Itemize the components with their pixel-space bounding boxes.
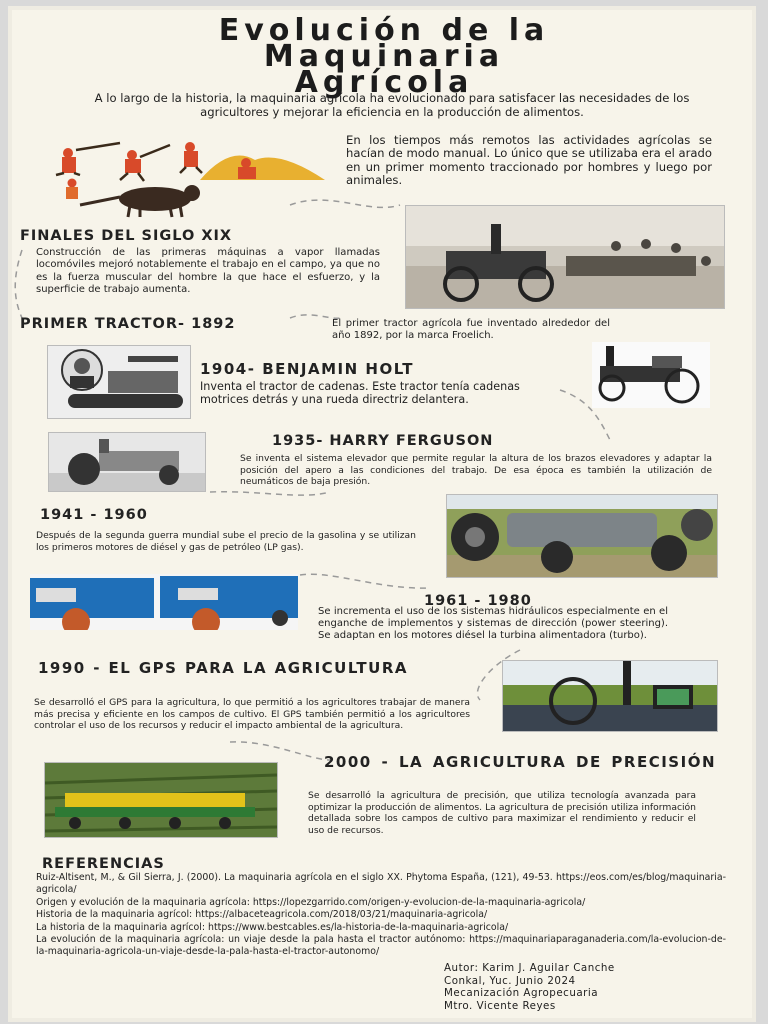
precision-planter-photo bbox=[44, 762, 278, 838]
dashed-line-5 bbox=[210, 492, 330, 495]
reference-item: Historia de la maquinaria agrícol: https://albaceteagricola.com/2018/03/21/maquinaria-agricola/ bbox=[36, 909, 488, 921]
text-1941: Después de la segunda guerra mundial sube el precio de la gasolina y se utilizan los primeros motores de diésel y gas de petróleo (LP gas). bbox=[36, 530, 416, 553]
dashed-line-8 bbox=[230, 742, 330, 760]
blue-tractors-photo bbox=[30, 574, 298, 630]
reference-item: Origen y evolución de la maquinaria agrícola: https://lopezgarrido.com/origen-y-evolucion-de-la-maquinaria-agricola/ bbox=[36, 896, 586, 908]
grey-tractor-photo bbox=[446, 494, 718, 578]
text-1961: Se incrementa el uso de los sistemas hidráulicos especialmente en el enganche de implementos y sistemas de dirección (power steering). Se adaptan en los motores diésel la turbina alimentadora (turbo). bbox=[318, 606, 668, 641]
heading-1961: 1961 - 1980 bbox=[424, 593, 532, 609]
title-line-3: Agrícola bbox=[294, 65, 474, 100]
page-title bbox=[130, 13, 638, 100]
ancient-farming-illustration bbox=[40, 135, 330, 220]
heading-2000: 2000 - LA AGRICULTURA DE PRECISIÓN bbox=[324, 753, 716, 771]
gps-cab-photo bbox=[502, 660, 718, 732]
author-line: Mtro. Vicente Reyes bbox=[444, 999, 556, 1012]
heading-1941: 1941 - 1960 bbox=[40, 507, 148, 523]
heading-1892: PRIMER TRACTOR- 1892 bbox=[20, 316, 236, 332]
author-line: Mecanización Agropecuaria bbox=[444, 987, 599, 1000]
dashed-line-2 bbox=[15, 250, 22, 318]
steam-locomobile-photo bbox=[405, 205, 725, 309]
ferguson-tractor-photo bbox=[48, 432, 206, 492]
heading-1935: 1935- HARRY FERGUSON bbox=[272, 433, 494, 449]
title-line-2: Maquinaria bbox=[263, 39, 505, 74]
text-2000: Se desarrolló la agricultura de precisión, que utiliza tecnología avanzada para optimizar la producción de alimentos. La agricultura de precisión utiliza información detallada sobre los campos de cultivo para maximizar el rendimiento y reducir el uso de recursos. bbox=[308, 790, 696, 836]
author-line: Conkal, Yuc. Junio 2024 bbox=[444, 974, 576, 987]
heading-1904: 1904- BENJAMIN HOLT bbox=[200, 360, 415, 378]
reference-item: Ruiz-Altisent, M., & Gil Sierra, J. (2000). La maquinaria agrícola en el siglo XX. Phytoma España, (121), 49-53. https://eos.com/es/blog/maquinaria-agricola/ bbox=[36, 872, 726, 896]
author-line: Autor: Karim J. Aguilar Canche bbox=[444, 962, 615, 974]
dashed-line-6 bbox=[300, 574, 430, 588]
reference-item: La evolución de la maquinaria agrícola: un viaje desde la pala hasta el tractor autónomo: https://maquinariaparaganaderia.com/la-evolucion-de-la-maquinaria-agricola-un-viaje-desde-la-pala-hasta-el-tractor-autonomo/ bbox=[36, 934, 726, 958]
heading-xix: FINALES DEL SIGLO XIX bbox=[20, 228, 233, 244]
text-1892: El primer tractor agrícola fue inventado alrededor del año 1892, por la marca Froelich. bbox=[332, 318, 610, 342]
reference-item: La historia de la maquinaria agrícol: https://www.bestcables.es/la-historia-de-la-maquinaria-agricola/ bbox=[36, 921, 509, 933]
text-1990: Se desarrolló el GPS para la agricultura, lo que permitió a los agricultores trabajar de manera más precisa y eficiente en los campos de cultivo. El GPS también permitió a los agricultores controlar el uso de los recursos y reducir el impacto ambiental de la agricultura. bbox=[34, 697, 470, 731]
text-1904: Inventa el tractor de cadenas. Este tractor tenía cadenas motrices detrás y una rueda directriz delantera. bbox=[200, 380, 520, 406]
references-list bbox=[36, 872, 726, 959]
heading-1990: 1990 - EL GPS PARA LA AGRICULTURA bbox=[38, 659, 408, 677]
references-heading: REFERENCIAS bbox=[42, 856, 165, 872]
intro-text: A lo largo de la historia, la maquinaria agrícola ha evolucionado para satisfacer las necesidades de los agricultores y mejorar la eficiencia en la producción de alimentos. bbox=[94, 91, 690, 119]
holt-tractor-illustration bbox=[47, 345, 191, 419]
ancient-text: En los tiempos más remotos las actividades agrícolas se hacían de modo manual. Lo único que se utilizaba era el arado en un primer momento traccionado por hombres y luego por animales. bbox=[346, 133, 712, 188]
froelich-tractor-photo bbox=[592, 342, 710, 408]
text-xix: Construcción de las primeras máquinas a vapor llamadas locomóviles mejoró notablemente el trabajo en el campo, ya que no es la fuerza muscular del hombre la que hace el esfuerzo, y la superficie de trabajo aumenta. bbox=[36, 247, 380, 295]
title-line-1: Evolución de la bbox=[218, 13, 550, 48]
text-1935: Se inventa el sistema elevador que permite regular la altura de los brazos elevadores y adaptar la posición del apero a las condiciones del trabajo. De esa época es también la utilización de neumáticos de baja presión. bbox=[240, 453, 712, 487]
author-block bbox=[444, 962, 615, 1012]
